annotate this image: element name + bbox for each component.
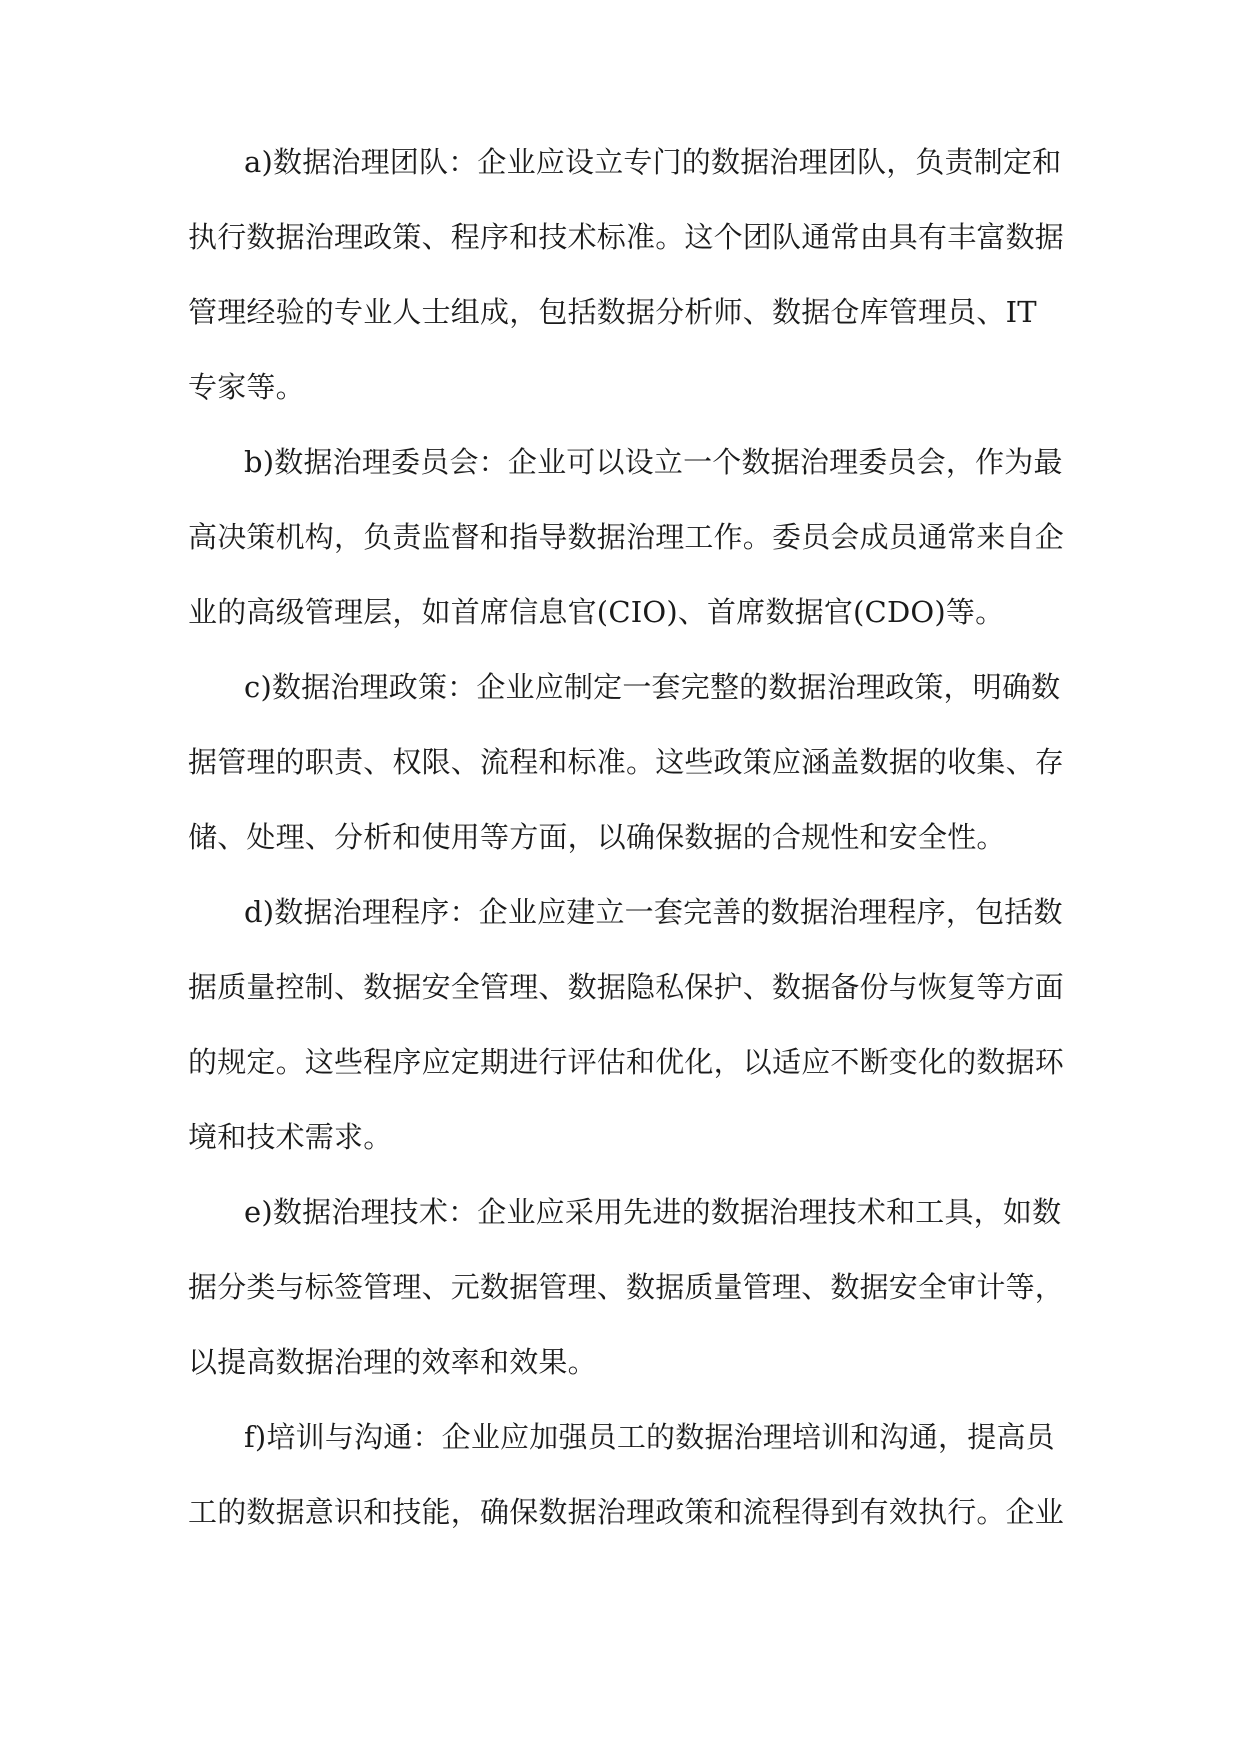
text-line: 以提高数据治理的效率和效果。 [188, 1345, 597, 1379]
paragraph-d-data-governance-procedures [188, 892, 1065, 1192]
text-line: 据管理的职责、权限、流程和标准。这些政策应涵盖数据的收集、存 [188, 745, 1065, 779]
body-text [188, 142, 1065, 1567]
paragraph-f-training-and-communication [188, 1417, 1065, 1567]
paragraph-c-data-governance-policy [188, 667, 1065, 892]
text-line: 工的数据意识和技能，确保数据治理政策和流程得到有效执行。企业 [188, 1495, 1065, 1529]
text-line: a)数据治理团队：企业应设立专门的数据治理团队，负责制定和 [244, 145, 1062, 179]
text-line: 储、处理、分析和使用等方面，以确保数据的合规性和安全性。 [188, 820, 1006, 854]
text-line: 管理经验的专业人士组成，包括数据分析师、数据仓库管理员、IT [188, 295, 1037, 329]
text-line: 境和技术需求。 [188, 1120, 393, 1154]
paragraph-e-data-governance-technology [188, 1192, 1065, 1417]
text-line: 的规定。这些程序应定期进行评估和优化，以适应不断变化的数据环 [188, 1045, 1065, 1079]
text-line: 据分类与标签管理、元数据管理、数据质量管理、数据安全审计等， [188, 1270, 1065, 1304]
text-line: 据质量控制、数据安全管理、数据隐私保护、数据备份与恢复等方面 [188, 970, 1065, 1004]
text-line: 高决策机构，负责监督和指导数据治理工作。委员会成员通常来自企 [188, 520, 1065, 554]
text-line: c)数据治理政策：企业应制定一套完整的数据治理政策，明确数 [244, 670, 1061, 704]
text-line: 执行数据治理政策、程序和技术标准。这个团队通常由具有丰富数据 [188, 220, 1065, 254]
text-line: e)数据治理技术：企业应采用先进的数据治理技术和工具，如数 [244, 1195, 1062, 1229]
text-line: f)培训与沟通：企业应加强员工的数据治理培训和沟通，提高员 [244, 1420, 1055, 1454]
text-line: d)数据治理程序：企业应建立一套完善的数据治理程序，包括数 [244, 895, 1063, 929]
paragraph-b-data-governance-committee [188, 442, 1065, 667]
text-line: b)数据治理委员会：企业可以设立一个数据治理委员会，作为最 [244, 445, 1063, 479]
text-line: 业的高级管理层，如首席信息官(CIO)、首席数据官(CDO)等。 [188, 595, 1005, 629]
paragraph-a-data-governance-team [188, 142, 1065, 442]
text-line: 专家等。 [188, 370, 305, 404]
